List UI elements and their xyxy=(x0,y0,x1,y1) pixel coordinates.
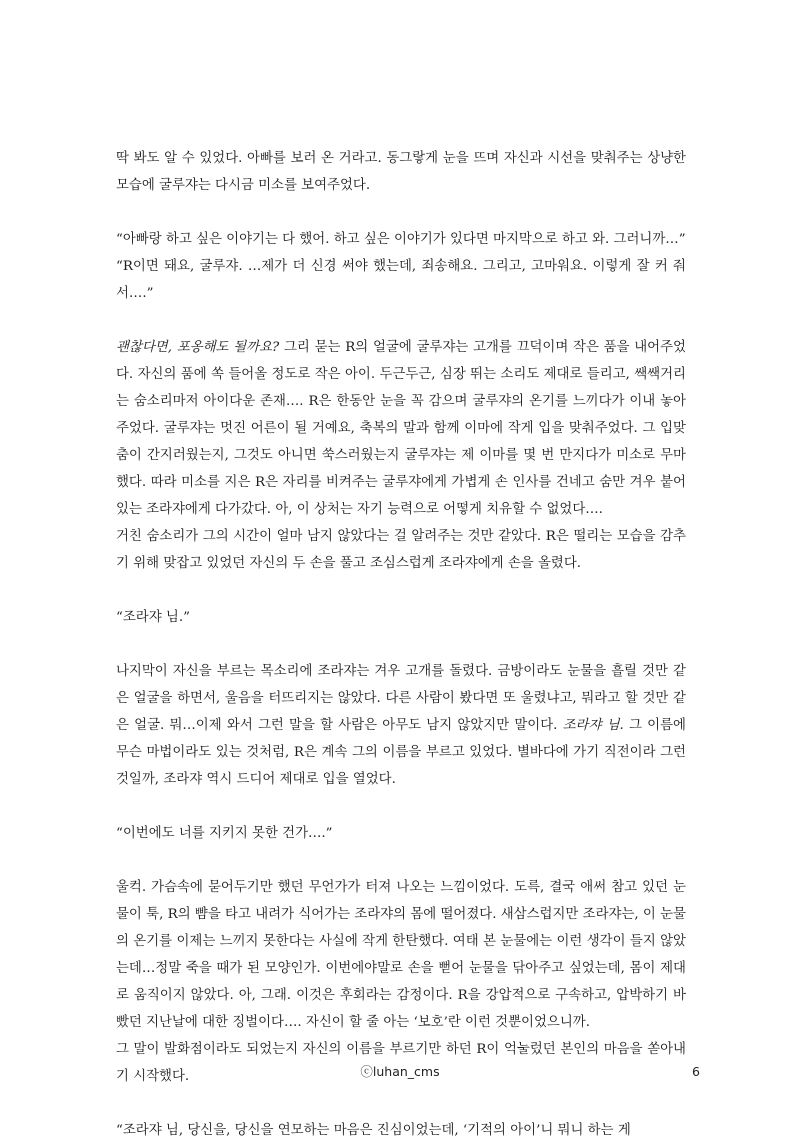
paragraph-gap xyxy=(116,847,686,874)
text-run: “조라쟈 님, 당신을, 당신을 연모하는 마음은 진심이었는데, ‘기적의 아이’니 뭐니 하는 게 xyxy=(116,1123,631,1138)
paragraph xyxy=(116,523,686,577)
paragraph-gap xyxy=(116,793,686,820)
text-run: 그 말이 발화점이라도 되었는지 자신의 이름을 부르기만 하던 R이 억눌렀던 본인의 마음을 쏟아내기 시작했다. xyxy=(116,1042,686,1084)
footer-credit: ⓒluhan_cms xyxy=(360,1064,440,1079)
paragraph xyxy=(116,604,686,631)
paragraph xyxy=(116,226,686,253)
paragraph xyxy=(116,820,686,847)
paragraph xyxy=(116,874,686,1036)
paragraph-gap xyxy=(116,1090,686,1117)
paragraph xyxy=(116,1117,686,1144)
text-run: “R이면 돼요, 굴루쟈. …제가 더 신경 써야 했는데, 죄송해요. 그리고, 고마워요. 이렇게 잘 커 줘서….” xyxy=(116,259,686,301)
paragraph-gap xyxy=(116,577,686,604)
text-run: 그 이름에 무슨 마법이라도 있는 것처럼, R은 계속 그의 이름을 부르고 있었다. 별바다에 가기 직전이라 그런 것일까, 조라쟈 역시 드디어 제대로 입을 열었다. xyxy=(116,718,686,787)
page-number: 6 xyxy=(692,1064,700,1079)
paragraph-gap xyxy=(116,199,686,226)
paragraph xyxy=(116,145,686,199)
text-run: 거친 숨소리가 그의 시간이 얼마 남지 않았다는 걸 알려주는 것만 같았다. R은 떨리는 모습을 감추기 위해 맞잡고 있었던 자신의 두 손을 풀고 조심스럽게 조라쟈에게 손을 올렸다. xyxy=(116,529,686,571)
paragraph xyxy=(116,658,686,793)
paragraph xyxy=(116,334,686,523)
paragraph xyxy=(116,253,686,307)
text-run: 울컥. 가슴속에 묻어두기만 했던 무언가가 터져 나오는 느낌이었다. 도륵, 결국 애써 참고 있던 눈물이 툭, R의 뺨을 타고 내려가 식어가는 조라쟈의 몸에 떨어졌다. 새삼스럽지만 조라쟈는, 이 눈물의 온기를 이제는 느끼지 못한다는 사실에 작게 한탄했다. 여태 본 눈물에는 이런 생각이 들지 않았는데…정말 죽을 때가 된 모양인가. 이번에야말로 손을 뻗어 눈물을 닦아주고 싶었는데, 몸이 제대로 움직이지 않았다. 아, 그래. 이것은 후회라는 감정이다. R을 강압적으로 구속하고, 압박하기 바빴던 지난날에 대한 징벌이다…. 자신이 할 줄 아는 ‘보호’란 이런 것뿐이었으니까. xyxy=(116,880,686,1030)
text-run: “이번에도 너를 지키지 못한 건가….” xyxy=(116,826,333,841)
paragraph-gap xyxy=(116,631,686,658)
text-run: 딱 봐도 알 수 있었다. 아빠를 보러 온 거라고. 동그랗게 눈을 뜨며 자신과 시선을 맞춰주는 상냥한 모습에 굴루쟈는 다시금 미소를 보여주었다. xyxy=(116,151,686,193)
text-run: 그리 묻는 R의 얼굴에 굴루쟈는 고개를 끄덕이며 작은 품을 내어주었다. 자신의 품에 쏙 들어올 정도로 작은 아이. 두근두근, 심장 뛰는 소리도 제대로 들리고, 쌕쌕거리는 숨소리마저 아이다운 존재…. R은 한동안 눈을 꼭 감으며 굴루쟈의 온기를 느끼다가 이내 놓아주었다. 굴루쟈는 멋진 어른이 될 거예요, 축복의 말과 함께 이마에 작게 입을 맞춰주었다. 그 입맞춤이 간지러웠는지, 그것도 아니면 쑥스러웠는지 굴루쟈는 제 이마를 몇 번 만지다가 미소로 무마했다. 따라 미소를 지은 R은 자리를 비켜주는 굴루쟈에게 가볍게 손 인사를 건네고 숨만 겨우 붙어있는 조라쟈에게 다가갔다. 아, 이 상처는 자기 능력으로 어떻게 치유할 수 없었다…. xyxy=(116,340,686,517)
italic-text: 괜찮다면, 포옹해도 될까요? xyxy=(116,340,280,355)
text-run: “조라쟈 님.” xyxy=(116,610,190,625)
text-run: “아빠랑 하고 싶은 이야기는 다 했어. 하고 싶은 이야기가 있다면 마지막으로 하고 와. 그러니까…” xyxy=(116,232,686,247)
text-run: 나지막이 자신을 부르는 목소리에 조라쟈는 겨우 고개를 돌렸다. 금방이라도 눈물을 흘릴 것만 같은 얼굴을 하면서, 울음을 터뜨리지는 않았다. 다른 사람이 봤다면 또 울렸냐고, 뭐라고 할 것만 같은 얼굴. 뭐…이제 와서 그런 말을 할 사람은 아무도 남지 않았지만 말이다. xyxy=(116,664,686,733)
paragraph-gap xyxy=(116,307,686,334)
italic-text: 조라쟈 님. xyxy=(562,718,624,733)
body-text xyxy=(116,145,686,1144)
